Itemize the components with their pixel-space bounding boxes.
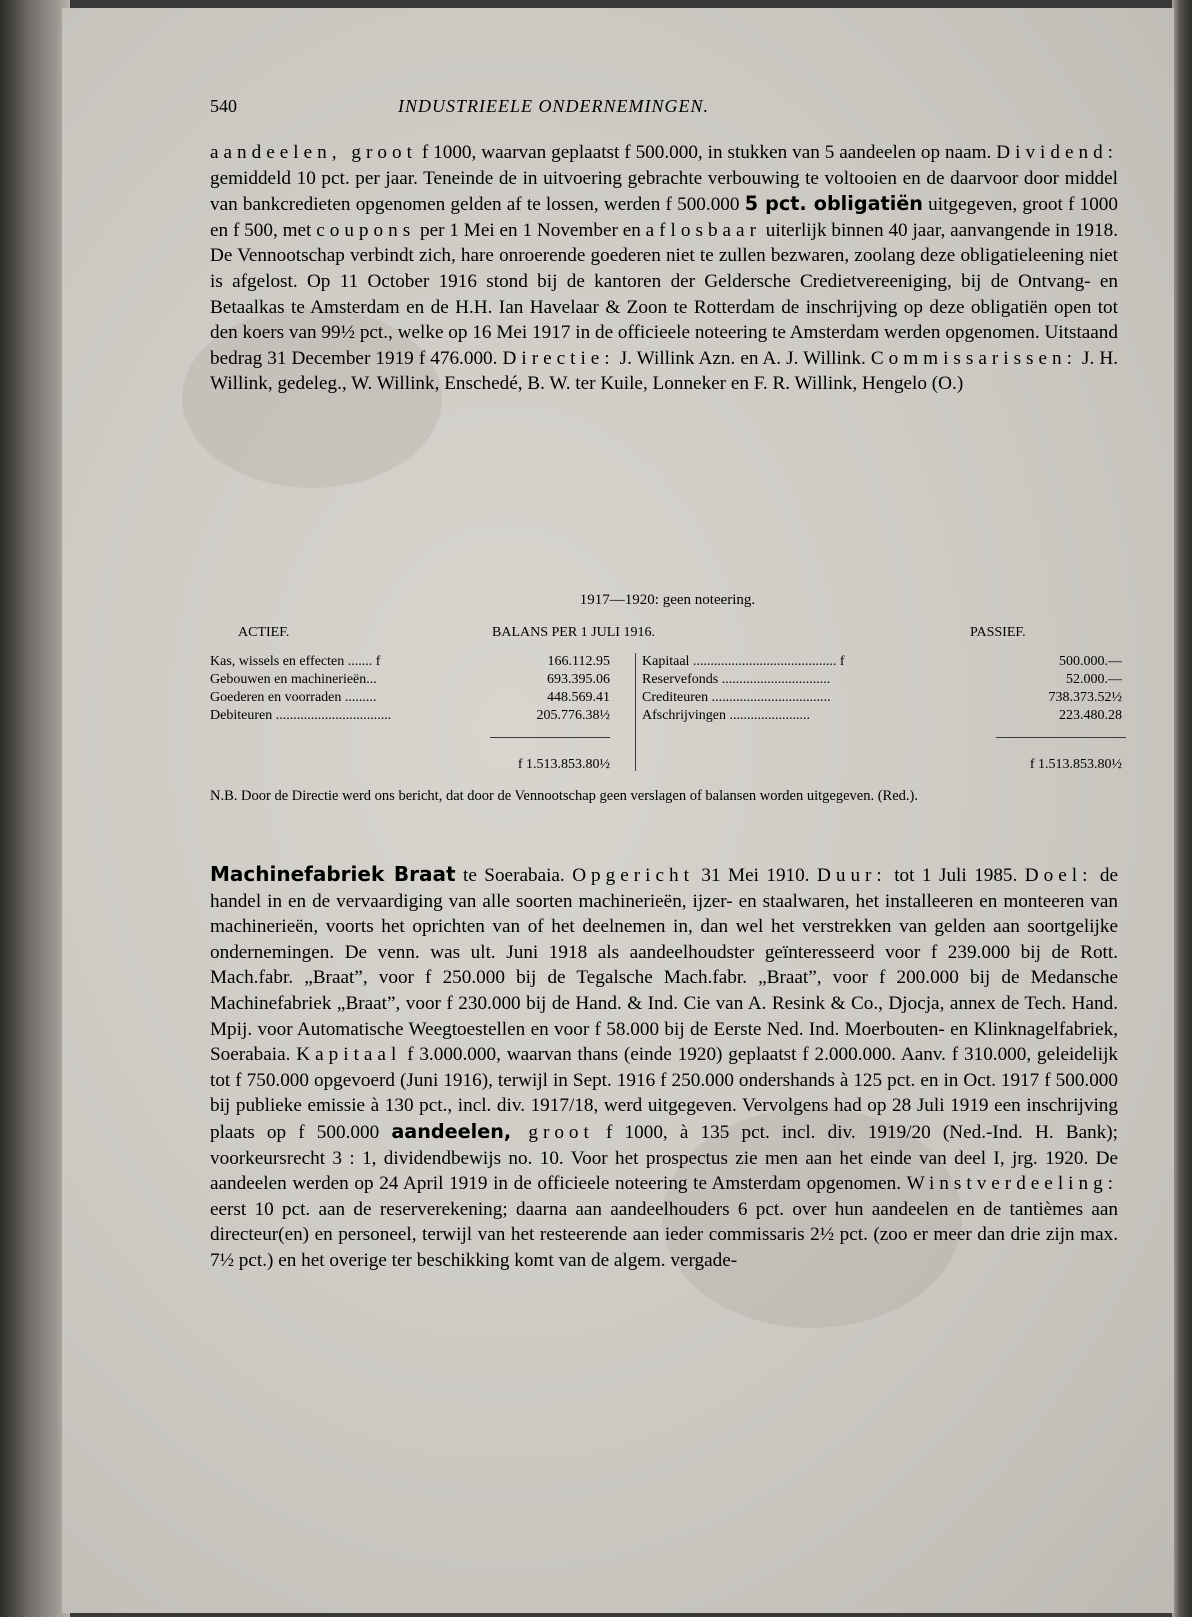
passief-column [635, 653, 1126, 771]
balance-table [210, 645, 1125, 785]
text: de handel in en de vervaardiging van alle soorten machinerieën, ijzer- en staalwaren, het installeeren en monteeren van machinerieën, voorts het oprichten van of het deelnemen in, dan wel het verstrekken van gelden aan soortgelijke ondernemingen. De venn. was ult. Juni 1918 als aandeelhoudster geïnteresseerd voor f 239.000 bij de Rott. Mach.fabr. „Braat”, voor f 250.000 bij de Tegalsche Mach.fabr. „Braat”, voor f 200.000 bij de Medansche Machinefabriek „Braat”, voor f 230.000 bij de Hand. & Ind. Cie van A. Resink & Co., Djocja, annex de Tech. Hand. Mpij. voor Automatische Weegtoestellen en voor f 58.000 bij de Eerste Ned. Ind. Moerbouten- en Klinknagelfabriek, Soerabaia. [210, 865, 1118, 1066]
sum-rule [490, 737, 610, 738]
actief-column [210, 653, 610, 772]
row-label: Kas, wissels en effecten ....... f [210, 654, 381, 669]
table-row [636, 671, 1126, 689]
spaced-term: coupons [316, 219, 416, 241]
row-label: Goederen en voorraden ......... [210, 690, 377, 705]
table-row [210, 689, 610, 707]
noteering-line: 1917—1920: geen noteering. [579, 592, 756, 608]
text: f 1000, à 135 pct. incl. div. 1919/20 (Ned.-Ind. H. Bank); voorkeursrecht 3 : 1, dividendbewijs no. 10. Voor het prospectus zie men aan het einde van deel I, jrg. 1920. De aandeelen werden op 24 April 1919 in de officieele noteering te Amsterdam opgenomen. [210, 1121, 1118, 1195]
table-row [210, 653, 610, 671]
text: J. Willink Azn. en A. J. Willink. [614, 347, 871, 369]
bold-term: aandeelen, [391, 1119, 512, 1143]
spaced-term: Commissarissen: [870, 347, 1077, 369]
text: uiterlijk binnen 40 jaar, aanvangende in 1918. De Vennootschap verbindt zich, hare onroerende goederen niet te zullen bezwaren, zoolang deze obligatieleening niet is afgelost. Op 11 October 1916 stond bij de kantoren der Geldersche Credietvereeniging, bij de Ontvang- en Betaalkas te Amsterdam en de H.H. Ian Havelaar & Zoon te Rotterdam de inschrijving op deze obligatiën open tot den koers van 99½ pct., welke op 16 Mei 1917 in de officieele noteering te Amsterdam werden opgenomen. Uitstaand bedrag 31 December 1919 f 476.000. [210, 219, 1118, 369]
balance-title: BALANS PER 1 JULI 1916. [492, 625, 655, 640]
table-row [210, 707, 610, 725]
table-row [636, 653, 1126, 671]
running-title: INDUSTRIEELE ONDERNEMINGEN. [398, 96, 709, 116]
row-amount: 500.000.— [1059, 654, 1122, 669]
spaced-term: Opgericht [572, 865, 694, 886]
text: uitgegeven, groot f 1000 en f 500, met [210, 194, 1118, 241]
row-amount: 448.569.41 [547, 690, 610, 705]
text: f 1000, waarvan geplaatst f 500.000, in stukken [416, 142, 788, 163]
paragraph-braat [210, 862, 1118, 1274]
spaced-term: Directie: [502, 347, 615, 369]
page-content [62, 0, 1174, 1617]
spaced-term: aandeelen, groot [210, 142, 417, 163]
table-row [210, 671, 610, 689]
spaced-term: aflosbaar [645, 219, 761, 241]
row-amount: 738.373.52½ [1048, 690, 1122, 705]
row-amount: 205.776.38½ [536, 708, 610, 723]
row-label: Debiteuren ................................. [210, 708, 392, 723]
text: per 1 Mei en 1 November en [415, 219, 646, 241]
row-label: Gebouwen en machinerieën... [210, 672, 377, 687]
passief-label: PASSIEF. [970, 625, 1026, 640]
spaced-term: Doel: [1024, 865, 1093, 886]
spaced-term: Duur: [817, 865, 887, 886]
row-label: Crediteuren .................................. [642, 690, 831, 705]
text: J. H. Willink, gedeleg., W. Willink, Enschedé, B. W. ter Kuile, Lonneker en F. R. Willink, Hengelo (O.) [210, 347, 1119, 395]
text: eerst 10 pct. aan de reserverekening; daarna aan aandeelhouders 6 pct. over hun aandeelen en de tantièmes aan directeur(en) en personeel, terwijl van het resteerende aan ieder commissaris 2½ pct. (zoo er meer dan drie zijn max. 7½ pct.) en het overige ter beschikking komt van de algem. vergade- [210, 1198, 1118, 1271]
text: f 3.000.000, waarvan thans (einde 1920) geplaatst f 2.000.000. Aanv. f 310.000, geleidelijk tot f 750.000 opgevoerd (Juni 1916), terwijl in Sept. 1916 f 250.000 ondershands à 125 pct. en in Oct. 1917 f 500.000 bij publieke emissie à 130 pct., incl. div. 1917/18, werd uitgegeven. Vervolgens had op 28 Juli 1919 een inschrijving plaats op f 500.000 [210, 1044, 1118, 1143]
text: van 5 aandeelen op naam. [792, 142, 992, 163]
text: gemiddeld 10 pct. per jaar. Teneinde de in uitvoering gebrachte verbouwing te voltooien en de daarvoor door middel van bankcredieten opgenomen gelden af te lossen, werden f 500.000 [210, 167, 1118, 216]
spaced-term: Winstverdeeling: [906, 1173, 1118, 1195]
row-amount: 52.000.— [1066, 672, 1122, 687]
text: tot 1 Juli 1985. [886, 865, 1025, 886]
text: 31 Mei 1910. [693, 865, 817, 886]
spaced-term: groot [511, 1121, 594, 1143]
row-amount: 693.395.06 [547, 672, 610, 687]
total-passief: f 1.513.853.80½ [1029, 757, 1122, 772]
row-label: Reservefonds ............................... [642, 672, 831, 687]
spaced-term: Dividend: [996, 142, 1119, 163]
balance-sheet [210, 625, 1125, 785]
table-row [636, 689, 1126, 707]
page-edge [1172, 0, 1192, 1617]
table-row [636, 707, 1126, 725]
company-name: Machinefabriek Braat [210, 862, 456, 886]
text: te Soerabaia. [455, 865, 573, 886]
total-actief: f 1.513.853.80½ [517, 757, 610, 772]
running-head [210, 96, 1125, 126]
sum-rule [996, 737, 1126, 738]
paragraph-obligaties [210, 140, 1118, 397]
page-number: 540 [210, 96, 237, 116]
row-label: Kapitaal ......................................... f [642, 654, 845, 669]
balance-header [210, 625, 1125, 645]
actief-label: ACTIEF. [238, 625, 290, 640]
row-amount: 166.112.95 [547, 654, 610, 669]
bold-term: 5 pct. obligatiën [744, 192, 923, 216]
editorial-note: N.B. Door de Directie werd ons bericht, dat door de Vennootschap geen verslagen of balansen worden uitgegeven. (Red.). [210, 788, 918, 804]
spaced-term: Kapitaal [296, 1044, 402, 1066]
row-label: Afschrijvingen ....................... [642, 708, 810, 723]
row-amount: 223.480.28 [1059, 708, 1122, 723]
book-spine [0, 0, 70, 1617]
